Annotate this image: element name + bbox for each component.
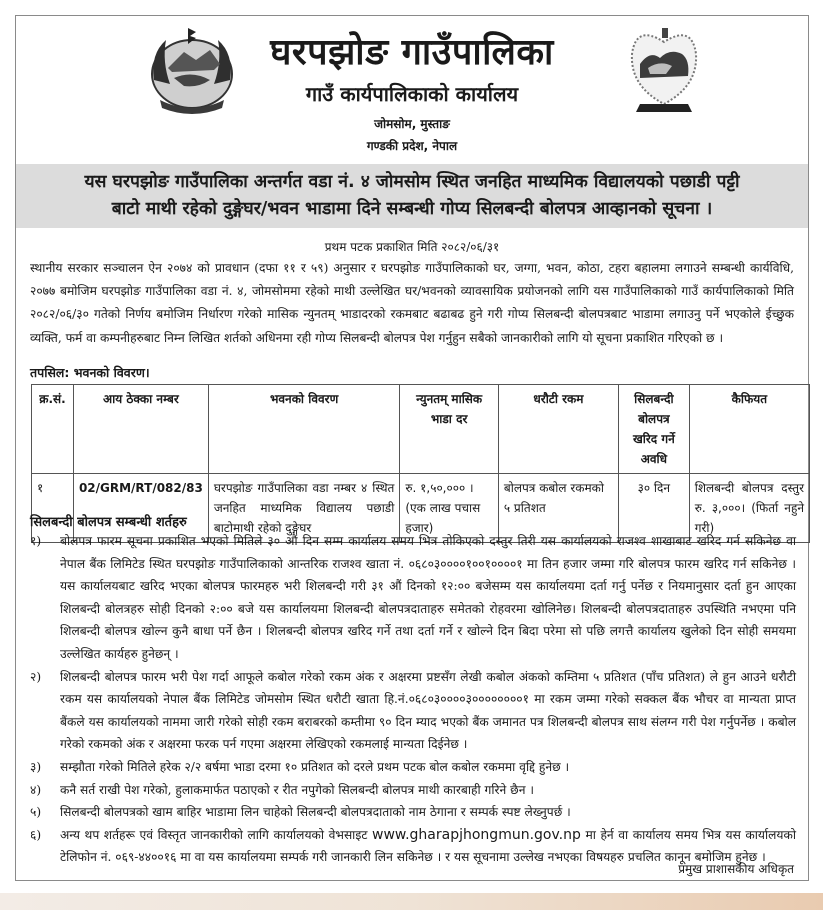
letterhead [16, 16, 808, 164]
term-text-after-url: मा हेर्न वा कार्यालय समय भित्र यस कार्यालयको टेलिफोन नं. ०६९-४४००१६ मा वा यस कार्यालयमा सम्पर्क गरी जानकारी लिन सकिनेछ । र यस सूचनामा उल्लेख नभएका विषयहरु प्रचलित कानून बमोजिम हुनेछ । [60, 827, 797, 865]
term-text: सिलबन्दी बोलपत्रको खाम बाहिर भाडामा लिन चाहेको सिलबन्दी बोलपत्रदाताको नाम ठेगाना र सम्पर्क स्पष्ट लेख्नुपर्छ । [60, 805, 571, 820]
col-header-min-rent: न्युनतम् मासिक भाडा दर [400, 385, 499, 474]
col-header-deposit: धरौटी रकम [498, 385, 618, 474]
term-item [30, 530, 796, 666]
col-header-remarks: कैफियत [689, 385, 809, 474]
col-header-purchase-period: सिलबन्दी बोलपत्र खरिद गर्ने अवधि [618, 385, 689, 474]
term-item [30, 801, 796, 824]
cell-sn: १ [32, 474, 74, 543]
term-number: ५) [30, 805, 42, 820]
cell-description: घरपझोङ गाउँपालिका वडा नम्बर ४ स्थित जनहित माध्यमिक विद्यालय पछाडी बाटोमाथी रहेको दुङ्गेघर [208, 474, 400, 543]
address-line-2: गण्डकी प्रदेश, नेपाल [366, 139, 458, 153]
table-header-row [32, 385, 810, 474]
municipality-name: घरपझोङ गाउँपालिका [270, 32, 554, 73]
term-text: कनै सर्त राखी पेश गरेको, हुलाकमार्फत पठाएको र रीत नपुगेको सिलबन्दी बोलपत्र माथी कारबाही गरिने छैन । [60, 782, 534, 797]
notice-title-line-1: यस घरपझोङ गाउँपालिका अन्तर्गत वडा नं. ४ जोमसोम स्थित जनहित माध्यमिक विद्यालयको पछाडी पट्टी [84, 172, 740, 192]
cell-min-rent: रु. १,५०,००० । (एक लाख पचास हजार) [400, 474, 499, 543]
cell-deposit: बोलपत्र कबोल रकमको ५ प्रतिशत [498, 474, 618, 543]
term-number: २) [30, 669, 42, 684]
term-text: बोलपत्र फारम सूचना प्रकाशित भएको मितिले ३० औं दिन सम्म कार्यालय समय भित्र तोकिएको दस्तुर तिरी यस कार्यालयको राजश्व शाखाबाट खरिद गर्न सकिनेछ वा नेपाल बैंक लिमिटेड स्थित घरपझोङ गाउँपालिकाको आन्तरिक राजश्व खाता नं. ०६८०३००००१००१००००१ मा तिन हजार जम्मा गरि बोलपत्र फारम खरिद गर्न सकिनेछ । यस कार्यालयबाट खरिद भएका बोलपत्र फारमहरु भरी शिलबन्दी गरी ३१ औं दिनको १२:०० बजेसम्म यस कार्यालयमा दर्ता गर्नु पर्नेछ र नियमानुसार दर्ता हुन आएका शिलबन्दी बोलत्रहरु सोही दिनको २:०० बजे यस कार्यालयमा शिलबन्दी बोलपत्रदाताहरु समेतको रोहवरमा खोलिनेछ। शिलबन्दी बोलपत्रदाताहरु उपस्थिति नभएमा पनि शिलबन्दी बोलपत्र खोल्न कुनै बाधा पर्ने छैन । शिलबन्दी बोलपत्र खरिद गर्ने तथा दर्ता गर्ने र खोल्ने दिन बिदा परेमा सो पछि लगत्तै कार्यालय खुलेको दिन सोही समयमा उल्लेखित कार्यहरु हुनेछन् । [60, 534, 796, 661]
col-header-description: भवनको विवरण [208, 385, 400, 474]
table-caption: तपसिल: भवनको विवरण। [30, 365, 150, 380]
website-link[interactable]: www.gharapjhongmun.gov.np [372, 826, 581, 843]
term-number: १) [30, 534, 42, 548]
term-item [30, 666, 796, 756]
term-number: ४) [30, 782, 42, 797]
notice-title [16, 164, 808, 228]
term-item [30, 756, 796, 779]
term-number: ६) [30, 827, 42, 842]
background-strip [0, 893, 823, 910]
office-name: गाउँ कार्यपालिकाको कार्यालय [305, 82, 519, 106]
term-number: ३) [30, 759, 42, 774]
term-text: शिलबन्दी बोलपत्र फारम भरी पेश गर्दा आफूले कबोल गरेको रकम अंक र अक्षरमा प्रष्टसँग लेखी कबोल अंकको कम्तिमा ५ प्रतिशत (पाँच प्रतिशत) ले हुन आउने धरौटी रकम यस कार्यालयको नेपाल बैंक लिमिटेड जोमसोम स्थित धरौटी खाता हि.नं.०६८०३००००३००००००००१ मा रकम जम्मा गरेको सक्कल बैंक भौचर वा मान्यता प्राप्त बैंकले यस कार्यालयको नाममा जारी गरेको सोही रकम बराबरको कम्तीमा ९० दिन म्याद भएको बैंक जमानत पत्र शिलबन्दी बोलपत्र साथ संलग्न गरी पेश गर्नुपर्नेछ । कबोल गरेको रकमको अंक र अक्षरमा फरक पर्न गएमा अक्षरमा लेखिएको रकमलाई मान्यता दिईनेछ । [60, 669, 796, 752]
cell-remarks: शिलबन्दी बोलपत्र दस्तुर रु. ३,०००। (फिर्ता नहुने गरी) [689, 474, 809, 543]
signatory-title: प्रमुख प्राशासकीय अधिकृत [678, 862, 794, 876]
cell-purchase-period: ३० दिन [618, 474, 689, 543]
col-header-contract-no: आय ठेक्का नम्बर [73, 385, 208, 474]
intro-paragraph: स्थानीय सरकार सञ्चालन ऐन २०७४ को प्रावधान (दफा ११ र ५९) अनुसार र घरपझोङ गाउँपालिकाको घर, जग्गा, भवन, कोठा, टहरा बहालमा लगाउने सम्बन्धी कार्यविधि, २०७७ बमोजिम घरपझोङ गाउँपालिका वडा नं. ४, जोमसोममा रहेको माथी उल्लेखित घर/भवनको व्यावसायिक प्रयोजनको लागि यस गाउँपालिकाको गाउँ कार्यपालिकाको मिति २०८२/०६/३० गतेको निर्णय बमोजिम निर्धारण गरेको मासिक न्युनतम् भाडादरको रकमबाट बढाबढ हुने गरी गोप्य सिलबन्दी बोलपत्रबाट भाडामा लगाउनु पर्ने भएकोले ईच्छुक व्यक्ति, फर्म वा कम्पनीहरुबाट निम्न लिखित शर्तको अधिनमा रही गोप्य सिलबन्दी बोलपत्र पेश गर्नुहुन सबैको जानकारीको लागि यो सूचना प्रकाशित गरिएको छ । [30, 261, 794, 345]
published-date: प्रथम पटक प्रकाशित मिति २०८२/०६/३१ [324, 240, 500, 254]
col-header-sn: क्र.सं. [32, 385, 74, 474]
cell-contract-no: 02/GRM/RT/082/83 [73, 474, 208, 543]
term-text: सम्झौता गरेको मितिले हरेक २/२ बर्षमा भाडा दरमा १० प्रतिशत को दरले प्रथम पटक बोल कबोल रकममा वृद्दि हुनेछ । [60, 759, 570, 774]
terms-list [30, 530, 796, 869]
term-text-before-url: अन्य थप शर्तहरू एवं विस्तृत जानकारीको लागि कार्यालयको वेभसाइट [60, 827, 373, 842]
notice-title-line-2: बाटो माथी रहेको दुङ्गेघर/भवन भाडामा दिने सम्बन्धी गोप्य सिलबन्दी बोलपत्र आव्हानको सूचना । [111, 199, 713, 219]
address-line-1: जोमसोम, मुस्ताङ [374, 117, 450, 131]
notice-document [15, 15, 809, 881]
terms-heading: सिलबन्दी बोलपत्र सम्बन्धी शर्तहरु [30, 515, 187, 530]
term-item [30, 779, 796, 802]
